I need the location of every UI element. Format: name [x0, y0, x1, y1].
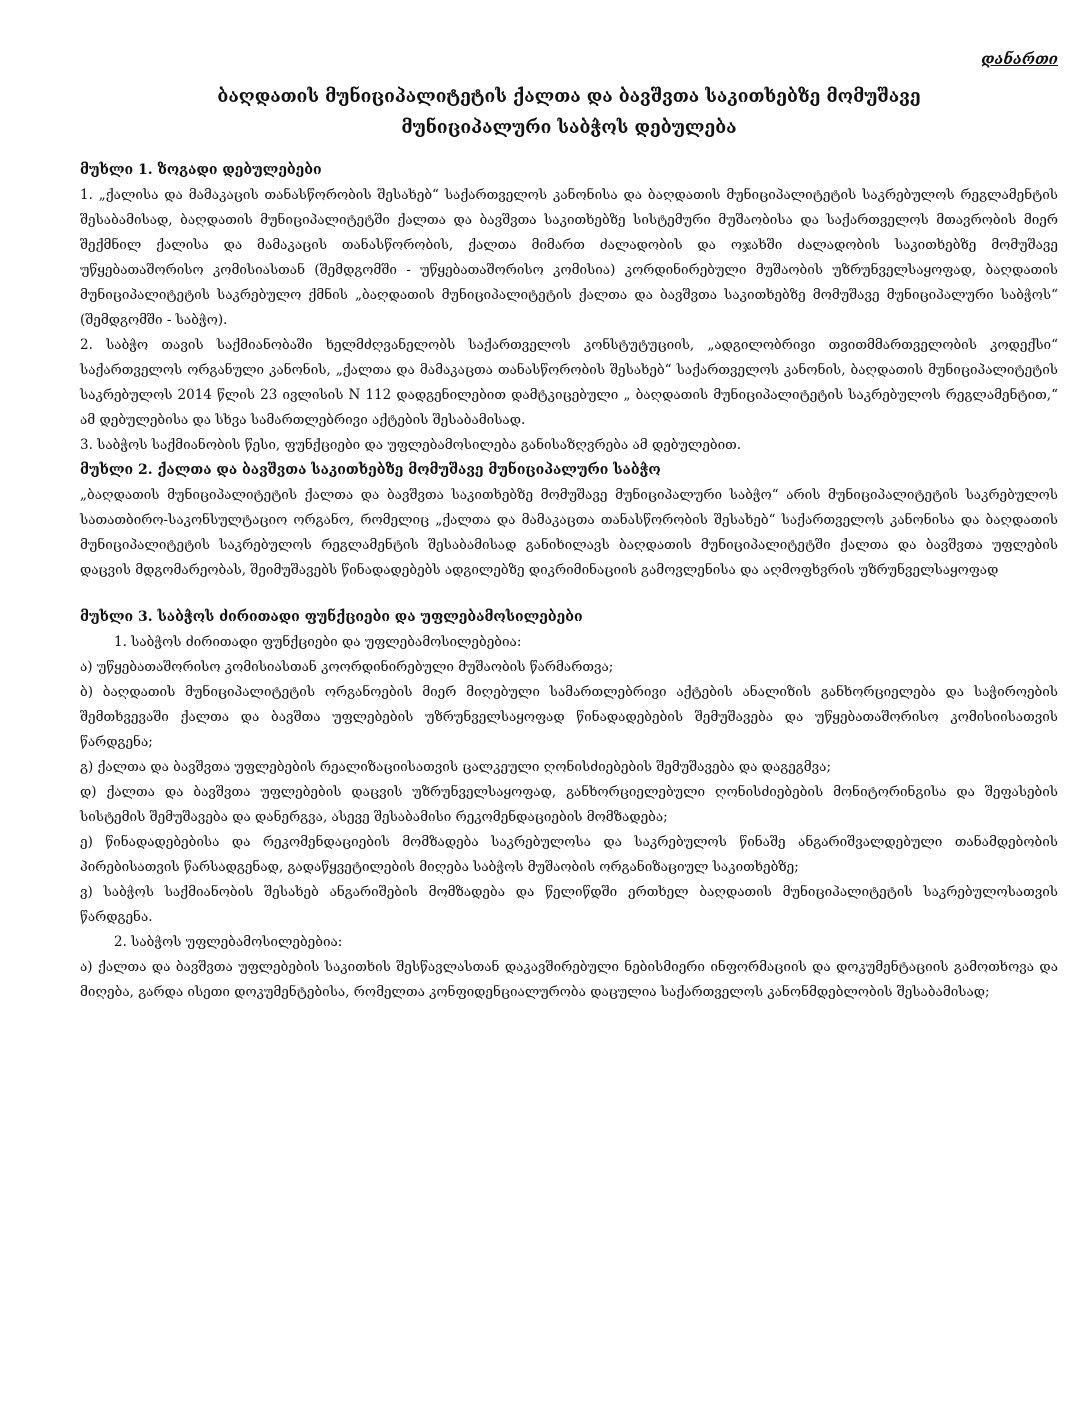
- article-1-paragraph-2: 2. საბჭო თავის საქმიანობაში ხელმძღვანელობს საქართველოს კონსტუტუციის, „ადგილობრივი თვითმმართველობის კოდექსი“ საქართველოს ორგანული კანონის, „ქალთა და მამაკაცთა თანასწორობის შესახებ“ საქართველოს კანონის, ბაღდათის მუნიციპალიტეტის საკრებულოს 2014 წლის 23 ივლისის N 112 დადგენილებით დამტკიცებული „ ბაღდათის მუნიციპალიტეტის საკრებულოს რეგლამენტით,“ ამ დებულებისა და სხვა სამართლებრივი აქტების შესაბამისად.: [80, 337, 1058, 428]
- annex-label: დანართი: [981, 50, 1058, 68]
- document-title: [80, 82, 1058, 144]
- article-3-item-d: დ) ქალთა და ბავშვთა უფლებების დაცვის უზრუნველსაყოფად, განხორციელებული ღონისძიებების მონიტორინგისა და შეფასების სისტემის შემუშავება და დანერგვა, ასევე შესაბამისი რეკომენდაციების მომზადება;: [80, 784, 1058, 825]
- article-1-paragraph-1: 1. „ქალისა და მამაკაცის თანასწორობის შესახებ“ საქართველოს კანონისა და ბაღდათის მუნიციპალიტეტის საკრებულოს რეგლამენტის შესაბამისად, ბაღდათის მუნიციპალიტეტში ქალთა და ბავშვთა საკითხებზე სისტემური მუშაობისა და საქართველოს მთავრობის მიერ შექმნილ ქალისა და მამაკაცის თანასწორობის, ქალთა მიმართ ძალადობის და ოჯახში ძალადობის საკითხებზე მომუშავე უწყებათაშორისო კომისიასთან (შემდგომში - უწყებათაშორისო კომისია) კორდინირებული მუშაობის უზრუნველსაყოფად, ბაღდათის მუნიციპალიტეტის საკრებულო ქმნის „ბაღდათის მუნიციპალიტეტის ქალთა და ბავშვთა საკითხებზე მომუშავე მუნიციპალური საბჭოს“ (შემდგომში - საბჭო).: [80, 187, 1058, 328]
- article-3-item-2-title: 2. საბჭოს უფლებამოსილებებია:: [114, 934, 343, 950]
- title-line-1: ბაღდათის მუნიციპალიტეტის ქალთა და ბავშვთა საკითხებზე მომუშავე: [217, 87, 921, 107]
- article-3-item-1-title: 1. საბჭოს ძირითადი ფუნქციები და უფლებამოსილებებია:: [114, 634, 522, 650]
- article-1-heading: მუხლი 1. ზოგადი დებულებები: [80, 162, 322, 178]
- article-3-item-g: გ) ქალთა და ბავშვთა უფლებების რეალიზაციისათვის ცალკეული ღონისძიებების შემუშავება და დაგეგმვა;: [80, 759, 832, 775]
- article-1-paragraph-3: 3. საბჭოს საქმიანობის წესი, ფუნქციები და უფლებამოსილება განისაზღვრება ამ დებულებით.: [80, 437, 742, 453]
- article-3: [80, 605, 1058, 1005]
- article-3-item-a: ა) უწყებათაშორისო კომისიასთან კოორდინირებული მუშაობის წარმართვა;: [80, 659, 614, 675]
- article-1: [80, 158, 1058, 458]
- article-3-item-e: ე) წინადადებებისა და რეკომენდაციების მომზადება საკრებულოსა და საკრებულოს წინაშე ანგარიშვალდებული თანამდებობის პირებისათვის წარსადგენად, გადაწყვეტილების მიღება საბჭოს მუშაობის ორგანიზაციულ საკითხებზე;: [80, 834, 1058, 875]
- article-2-heading: მუხლი 2. ქალთა და ბავშვთა საკითხებზე მომუშავე მუნიციპალური საბჭო: [80, 462, 661, 478]
- article-3-heading: მუხლი 3. საბჭოს ძირითადი ფუნქციები და უფლებამოსილებები: [80, 609, 583, 625]
- section-spacer: [80, 583, 1058, 605]
- article-2-paragraph-1: „ბაღდათის მუნიციპალიტეტის ქალთა და ბავშვთა საკითხებზე მომუშავე მუნიციპალური საბჭო“ არის მუნიციპალიტეტის საკრებულოს სათათბირო-საკონსულტაციო ორგანო, რომელიც „ქალთა და მამაკაცთა თანასწორობის შესახებ“ საქართველოს კანონისა და ბაღდათის მუნიციპალიტეტის საკრებულოს რეგლამენტის შესაბამისად განიხილავს ბაღდათის მუნიციპალიტეტში ქალთა და ბავშვთა უფლების დაცვის მდგომარეობას, შეიმუშავებს წინადადებებს ადგილებზე დიკრიმინაციის გამოვლენისა და აღმოფხვრის უზრუნველსაყოფად: [80, 487, 1058, 578]
- article-3-item-2-a: ა) ქალთა და ბავშვთა უფლებების საკითხის შესწავლასთან დაკავშირებული ნებისმიერი ინფორმაციის და დოკუმენტაციის გამოთხოვა და მიღება, გარდა ისეთი დოკუმენტებისა, რომელთა კონფიდენციალურობა დაცულია საქართველოს კანონმდებლობის შესაბამისად;: [80, 959, 1058, 1000]
- article-3-item-v: ვ) საბჭოს საქმიანობის შესახებ ანგარიშების მომზადება და წელიწდში ერთხელ ბაღდათის მუნიციპალიტეტის საკრებულოსათვის წარდგენა.: [80, 884, 1058, 925]
- article-2: [80, 458, 1058, 583]
- article-3-item-b: ბ) ბაღდათის მუნიციპალიტეტის ორგანოების მიერ მიღებული სამართლებრივი აქტების ანალიზის განხორციელება და საჭიროების შემთხვევაში ქალთა და ბავშთა უფლებების უზრუნველსაყოფად წინადადებების შემუშავება და უწყებათაშორისო კომისიისათვის წარდგენა;: [80, 684, 1058, 750]
- title-line-2: მუნიციპალური საბჭოს დებულება: [401, 118, 737, 138]
